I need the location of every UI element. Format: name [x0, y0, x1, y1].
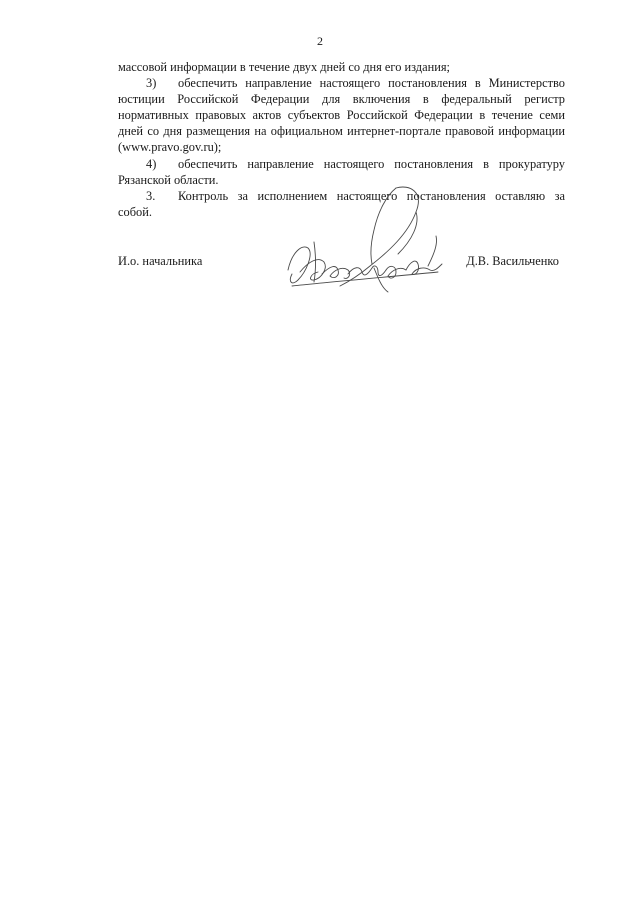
signature-block: [118, 244, 565, 314]
signatory-position: И.о. начальника: [118, 254, 203, 268]
list-item-3-line-1: [118, 75, 565, 91]
list-item-4-text-1: обеспечить направление настоящего постановления в прокуратуру: [178, 156, 565, 171]
paragraph-continuation: массовой информации в течение двух дней со дня его издания;: [118, 60, 451, 74]
list-item-3-line-2: юстиции Российской Федерации для включения в федеральный регистр: [118, 92, 565, 107]
list-item-3-line-5: (www.pravo.gov.ru);: [118, 140, 222, 155]
list-item-3-line-3: нормативных правовых актов субъектов Российской Федерации в течение семи: [118, 108, 565, 123]
list-item-3-text-1: обеспечить направление настоящего постановления в Министерство: [178, 76, 565, 91]
list-item-4-line-2: Рязанской области.: [118, 172, 219, 187]
list-item-3-line-4: дней со дня размещения на официальном интернет-портале правовой информации: [118, 124, 565, 139]
handwritten-signature: [278, 182, 448, 302]
list-item-4-line-1: [118, 156, 565, 172]
page-number: 2: [317, 34, 323, 48]
signatory-name: Д.В. Васильченко: [466, 254, 559, 268]
section-3-text-1: Контроль за исполнением настоящего постановления оставляю за: [178, 188, 565, 203]
section-3-number: 3.: [146, 188, 156, 203]
section-3-line-2: собой.: [118, 204, 152, 219]
list-item-3-number: 3): [146, 76, 157, 91]
list-item-4-number: 4): [146, 156, 157, 171]
